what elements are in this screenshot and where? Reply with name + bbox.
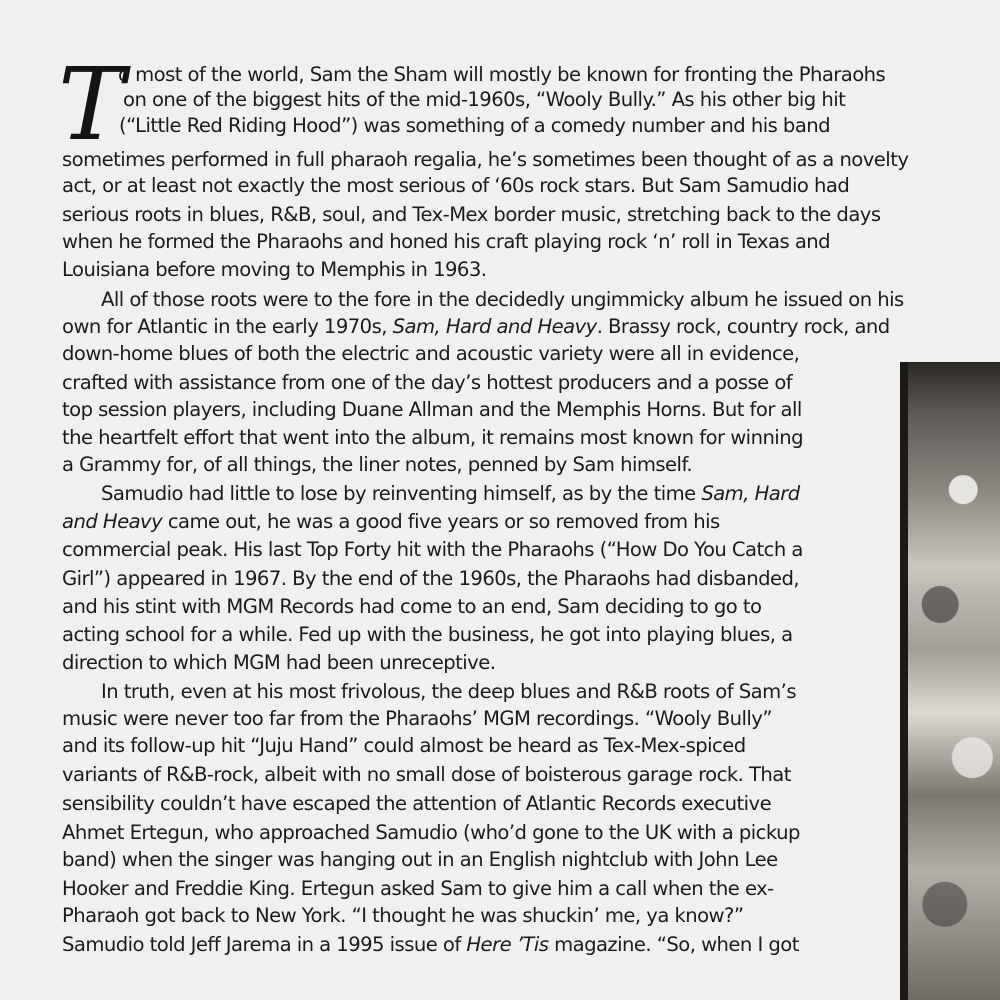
text-line <box>62 315 890 339</box>
text-line: Hooker and Freddie King. Ertegun asked Sam to give him a call when the ex- <box>62 877 774 900</box>
album-title: and Heavy <box>62 510 163 533</box>
text-line: band) when the singer was hanging out in an English nightclub with John Lee <box>62 848 778 871</box>
text-span: own for Atlantic in the early 1970s, <box>62 315 393 338</box>
text-line: Pharaoh got back to New York. “I thought he was shuckin’ me, ya know?” <box>62 904 744 927</box>
text-line: act, or at least not exactly the most serious of ‘60s rock stars. But Sam Samudio had <box>62 174 850 197</box>
text-line: down-home blues of both the electric and acoustic variety were all in evidence, <box>62 342 800 365</box>
text-line: (“Little Red Riding Hood”) was something of a comedy number and his band <box>119 114 831 137</box>
magazine-title: Here ’Tis <box>466 933 549 956</box>
text-line: and his stint with MGM Records had come to an end, Sam deciding to go to <box>62 595 762 618</box>
text-span: Samudio told Jeff Jarema in a 1995 issue of <box>62 933 467 956</box>
text-line: commercial peak. His last Top Forty hit with the Pharaohs (“How Do You Catch a <box>62 538 803 561</box>
text-line: sometimes performed in full pharaoh regalia, he’s sometimes been thought of as a novelty <box>62 148 909 171</box>
text-line: on one of the biggest hits of the mid-1960s, “Wooly Bully.” As his other big hit <box>123 88 846 111</box>
text-line: a Grammy for, of all things, the liner notes, penned by Sam himself. <box>62 453 693 476</box>
album-title: Sam, Hard and Heavy <box>392 315 597 338</box>
text-line: Ahmet Ertegun, who approached Samudio (who’d gone to the UK with a pickup <box>62 821 800 844</box>
text-line: o most of the world, Sam the Sham will mostly be known for fronting the Pharaohs <box>118 63 886 86</box>
text-line: variants of R&B-rock, albeit with no small dose of boisterous garage rock. That <box>62 763 791 786</box>
text-span: magazine. “So, when I got <box>548 933 799 956</box>
text-line: when he formed the Pharaohs and honed his craft playing rock ‘n’ roll in Texas and <box>62 230 831 253</box>
text-line: Louisiana before moving to Memphis in 1963. <box>62 258 487 281</box>
text-line: the heartfelt effort that went into the album, it remains most known for winning <box>62 426 803 449</box>
text-line: acting school for a while. Fed up with the business, he got into playing blues, a <box>62 623 793 646</box>
text-line: and its follow-up hit “Juju Hand” could almost be heard as Tex-Mex-spiced <box>62 734 746 757</box>
text-span: came out, he was a good five years or so removed from his <box>162 510 720 533</box>
text-line <box>101 482 800 506</box>
text-line <box>62 933 799 957</box>
text-line: In truth, even at his most frivolous, the deep blues and R&B roots of Sam’s <box>101 680 796 703</box>
photo-image <box>900 362 1000 1000</box>
text-line: top session players, including Duane Allman and the Memphis Horns. But for all <box>62 398 802 421</box>
drop-cap: T <box>58 46 125 163</box>
text-line: sensibility couldn’t have escaped the attention of Atlantic Records executive <box>62 792 772 815</box>
text-line: Girl”) appeared in 1967. By the end of the 1960s, the Pharaohs had disbanded, <box>62 567 800 590</box>
text-line <box>62 510 720 534</box>
text-span: . Brassy rock, country rock, and <box>596 315 890 338</box>
text-line: music were never too far from the Pharaohs’ MGM recordings. “Wooly Bully” <box>62 707 772 730</box>
photo-texture <box>908 362 1000 1000</box>
text-line: direction to which MGM had been unreceptive. <box>62 651 496 674</box>
album-title: Sam, Hard <box>701 482 800 505</box>
text-line: All of those roots were to the fore in the decidedly ungimmicky album he issued on his <box>101 288 904 311</box>
text-span: Samudio had little to lose by reinventing himself, as by the time <box>101 482 702 505</box>
text-line: crafted with assistance from one of the day’s hottest producers and a posse of <box>62 371 793 394</box>
text-line: serious roots in blues, R&B, soul, and Tex-Mex border music, stretching back to the days <box>62 203 881 226</box>
